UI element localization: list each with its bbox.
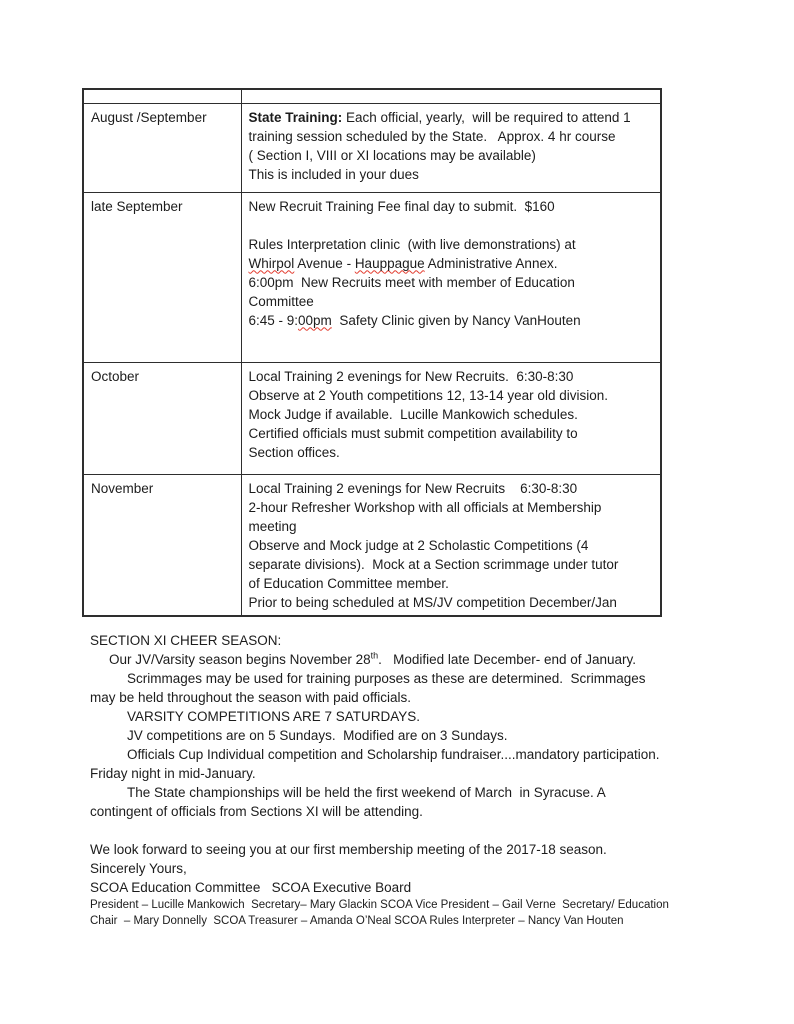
details-line [249,235,653,254]
body-paragraph-line [90,821,738,840]
period-cell: November [83,474,241,616]
body-paragraph-line [90,650,738,669]
body-paragraph-line [90,669,738,688]
details-line [249,386,653,405]
training-schedule-table [82,88,662,617]
body-paragraph-line [90,897,738,913]
details-cell [241,103,661,192]
text-segment: Observe and Mock judge at 2 Scholastic Competitions (4 [248,537,589,553]
text-segment: 6:45 - 9: [248,312,299,328]
details-line [249,405,653,424]
details-line [249,479,653,498]
body-paragraph-line [90,783,738,802]
details-line [249,165,653,184]
text-segment: contingent of officials from Sections XI will be attending. [90,804,423,819]
details-cell [241,192,661,362]
body-paragraph-line [90,859,738,878]
details-line [249,536,653,555]
text-segment: may be held throughout the season with paid officials. [90,690,411,705]
schedule-row [83,89,661,103]
body-paragraph-line [90,726,738,745]
text-segment: Each official, yearly, will be required to attend 1 [342,109,631,125]
text-segment: We look forward to seeing you at our first membership meeting of the 2017-18 season. [90,842,607,857]
text-segment: Scrimmages may be used for training purposes as these are determined. Scrimmages [127,671,646,686]
text-segment: SECTION XI CHEER SEASON: [90,633,282,648]
schedule-row [83,103,661,192]
details-line [249,108,653,127]
body-paragraph-line [90,878,738,897]
details-cell [241,362,661,474]
text-segment: Rules Interpretation clinic (with live demonstrations) at [248,236,576,252]
text-segment: Avenue - [294,255,355,271]
text-segment: Committee [248,293,314,309]
body-paragraph-line [90,802,738,821]
text-segment: SCOA Education Committee SCOA Executive Board [90,880,412,895]
misspelled-word: 00pm [298,312,332,328]
schedule-row [83,474,661,616]
training-schedule-rows [83,89,661,616]
text-segment: VARSITY COMPETITIONS ARE 7 SATURDAYS. [127,709,421,724]
details-line [249,216,653,235]
text-segment: Sincerely Yours, [90,861,187,876]
details-line [249,593,653,612]
details-line [249,273,653,292]
text-segment: JV competitions are on 5 Sundays. Modified are on 3 Sundays. [127,728,508,743]
text-segment: th [370,650,379,661]
text-segment: Observe at 2 Youth competitions 12, 13-14 year old division. [248,387,608,403]
details-line [249,367,653,386]
details-line [249,498,653,517]
text-segment: Our JV/Varsity season begins November 28 [109,652,371,667]
body-paragraph-line [90,707,738,726]
text-segment: State Training: [248,109,343,125]
details-line [249,254,653,273]
text-segment: Local Training 2 evenings for New Recruits. 6:30-8:30 [248,368,574,384]
body-paragraph-line [90,745,738,764]
details-line [249,574,653,593]
period-cell: October [83,362,241,474]
period-cell: late September [83,192,241,362]
text-segment: 6:00pm New Recruits meet with member of Education [248,274,575,290]
text-segment: Mock Judge if available. Lucille Mankowich schedules. [248,406,578,422]
text-segment: New Recruit Training Fee final day to submit. $160 [248,198,555,214]
text-segment: of Education Committee member. [248,575,449,591]
text-segment: ( Section I, VIII or XI locations may be available) [248,147,536,163]
text-segment: 2-hour Refresher Workshop with all officials at Membership [248,499,602,515]
details-line [249,555,653,574]
text-segment: Chair – Mary Donnelly SCOA Treasurer – Amanda O’Neal SCOA Rules Interpreter – Nancy Van Houten [90,915,624,927]
text-segment: Section offices. [248,444,340,460]
text-segment: . Modified late December- end of January. [378,652,637,667]
text-segment: Certified officials must submit competition availability to [248,425,578,441]
text-segment: Local Training 2 evenings for New Recruits 6:30-8:30 [248,480,578,496]
body-paragraph-line [90,764,738,783]
text-segment: Safety Clinic given by Nancy VanHouten [331,312,581,328]
schedule-row [83,362,661,474]
details-line [249,146,653,165]
text-segment: The State championships will be held the first weekend of March in Syracuse. A [127,785,606,800]
body-paragraph-line [90,840,738,859]
body-paragraph-line [90,631,738,650]
details-line [249,292,653,311]
details-line [249,443,653,462]
text-segment: training session scheduled by the State. Approx. 4 hr course [248,128,616,144]
text-segment: meeting [248,518,297,534]
text-segment: Administrative Annex. [424,255,558,271]
details-line [249,311,653,330]
text-segment: Prior to being scheduled at MS/JV competition December/Jan [248,594,617,610]
body-paragraph-line [90,913,738,929]
details-cell [241,89,661,103]
schedule-row [83,192,661,362]
details-line [249,127,653,146]
period-cell [83,89,241,103]
text-segment: This is included in your dues [248,166,419,182]
text-segment: separate divisions). Mock at a Section scrimmage under tutor [248,556,619,572]
text-segment: President – Lucille Mankowich Secretary– Mary Glackin SCOA Vice President – Gail Verne Secretary/ Education [90,899,669,911]
text-segment: Friday night in mid-January. [90,766,256,781]
letter-body [90,631,738,929]
body-paragraph-line [90,688,738,707]
details-line [249,424,653,443]
misspelled-word: Whirpol [248,255,295,271]
period-cell: August /September [83,103,241,192]
text-segment: Officials Cup Individual competition and Scholarship fundraiser....mandatory participation. [127,747,660,762]
details-cell [241,474,661,616]
details-line [249,197,653,216]
details-line [249,517,653,536]
misspelled-word: Hauppague [354,255,425,271]
